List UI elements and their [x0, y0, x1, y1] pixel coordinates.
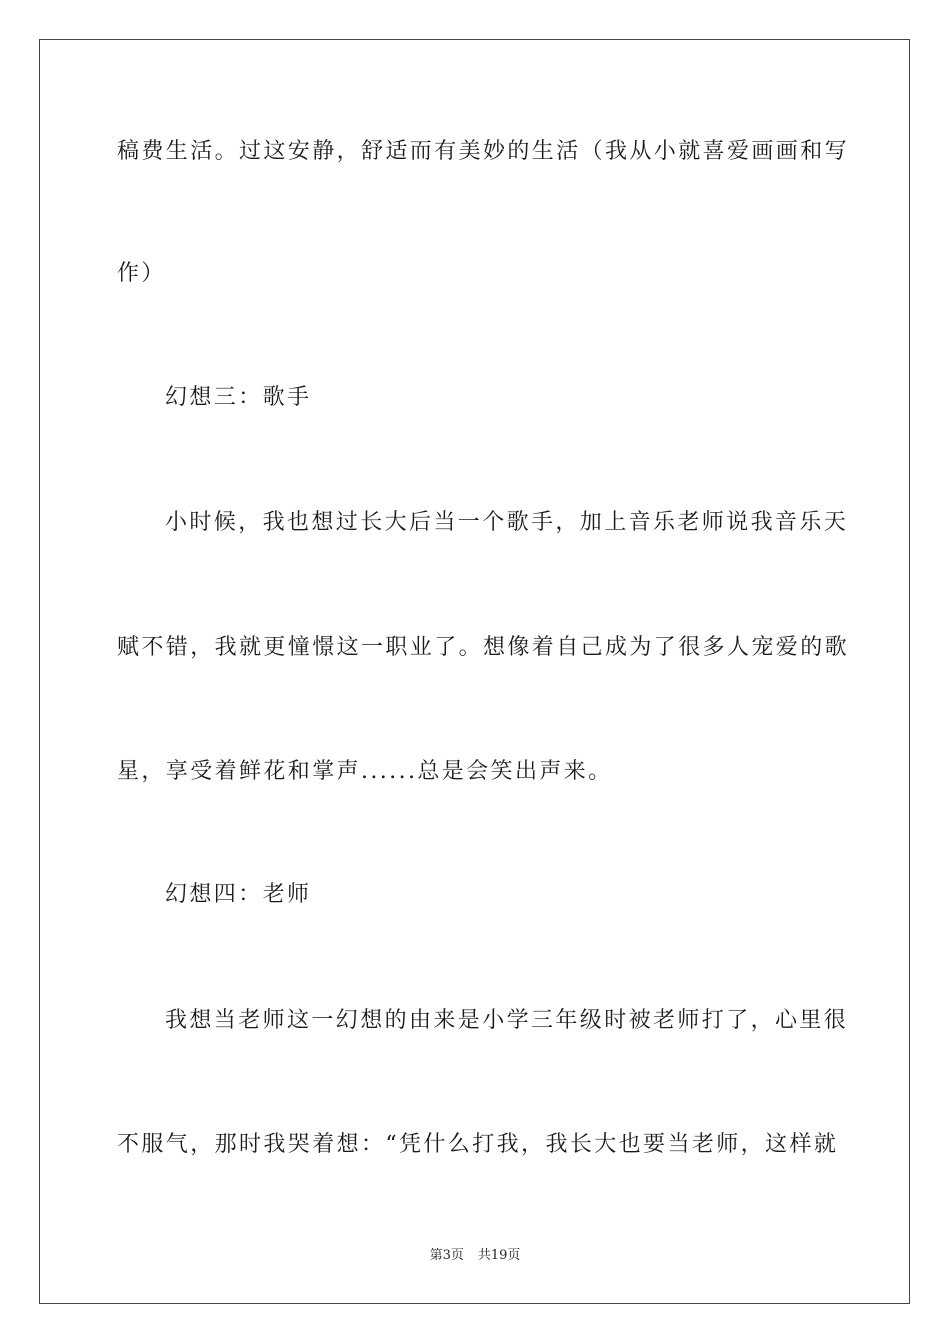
page-footer	[0, 1247, 950, 1265]
text-line-6: 星，享受着鲜花和掌声......总是会笑出声来。	[117, 759, 613, 784]
page-number: 第3页	[429, 1248, 464, 1263]
text-line-1: 稿费生活。过这安静，舒适而有美妙的生活（我从小就喜爱画画和写	[117, 139, 850, 164]
page-border	[39, 39, 910, 1304]
page-total: 共19页	[477, 1248, 521, 1263]
section-heading-singer: 幻想三：歌手	[165, 385, 312, 410]
section-heading-teacher: 幻想四：老师	[165, 882, 312, 907]
text-line-5: 赋不错，我就更憧憬这一职业了。想像着自己成为了很多人宠爱的歌	[117, 635, 850, 660]
text-line-9: 不服气，那时我哭着想：“凭什么打我，我长大也要当老师，这样就	[117, 1132, 839, 1157]
text-line-2: 作）	[117, 261, 166, 286]
text-line-4: 小时候，我也想过长大后当一个歌手，加上音乐老师说我音乐天	[165, 510, 849, 535]
text-line-8: 我想当老师这一幻想的由来是小学三年级时被老师打了，心里很	[165, 1008, 849, 1033]
